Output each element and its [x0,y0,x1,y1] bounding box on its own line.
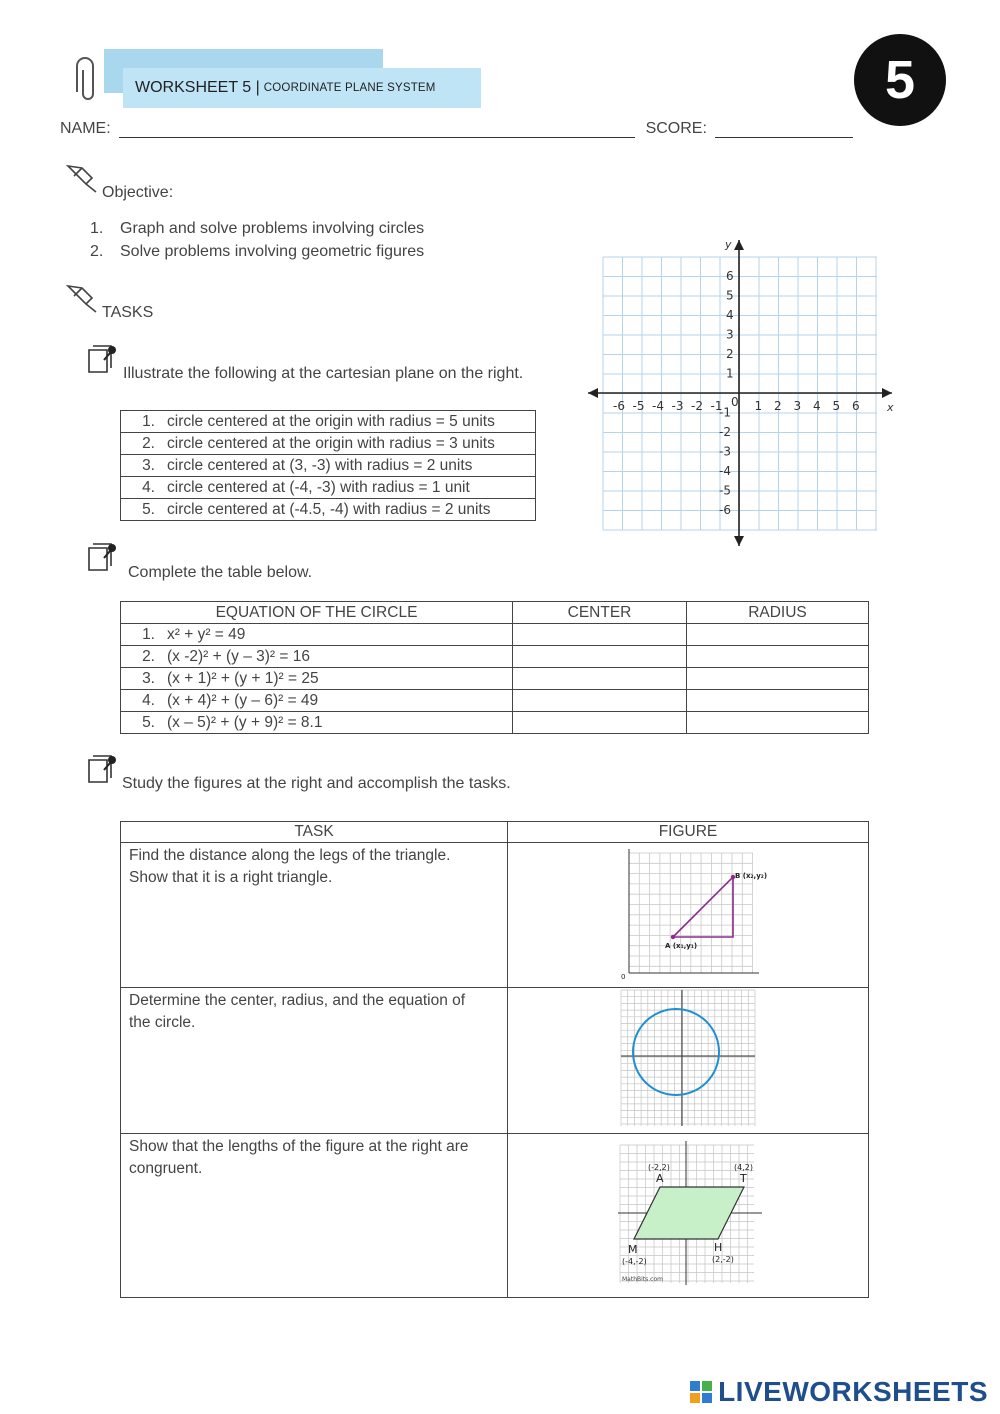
x-tick-label: 5 [832,399,841,413]
y-tick-label: 1 [726,366,734,381]
name-label: NAME: [60,120,111,137]
cartesian-plane[interactable] [584,234,900,552]
x-tick-label: -3 [671,399,684,413]
tasks-heading: TASKS [102,304,154,321]
y-tick-label: -6 [719,503,731,517]
table-row: 1. circle centered at the origin with radius = 5 units [121,411,536,433]
y-axis-label: y [725,238,732,251]
table-row: 4. circle centered at (-4, -3) with radius = 1 unit [121,477,536,499]
header-title-band [123,68,481,108]
table-row: 4. (x + 4)² + (y – 6)² = 49 [121,690,869,712]
task2-instruction: Complete the table below. [128,564,313,581]
vertex-h-coord: (2,-2) [712,1255,734,1264]
table-row: 3. circle centered at (3, -3) with radius = 2 units [121,455,536,477]
radius-answer-cell[interactable] [687,712,869,734]
origin-label: 0 [731,395,739,409]
origin-label: 0 [621,972,626,981]
radius-answer-cell[interactable] [687,624,869,646]
table-row: 2. (x -2)² + (y – 3)² = 16 [121,646,869,668]
task3-instruction: Study the figures at the right and accomplish the tasks. [122,775,511,792]
x-tick-label: -4 [652,399,664,413]
paperclip-icon [74,56,100,104]
column-header: CENTER [513,602,687,624]
objective-heading: Objective: [102,184,174,201]
center-answer-cell[interactable] [513,646,687,668]
right-triangle-figure [613,845,768,981]
radius-answer-cell[interactable] [687,646,869,668]
note-pin-icon [86,540,120,574]
brand-name: LIVEWORKSHEETS [718,1376,988,1407]
score-label: SCORE: [645,120,707,137]
x-tick-label: 2 [774,399,782,413]
table-row: 3. (x + 1)² + (y + 1)² = 25 [121,668,869,690]
y-tick-label: -1 [719,405,731,420]
liveworksheets-logo[interactable] [690,1376,988,1408]
pushpin-icon [64,282,100,314]
table-row: 5. circle centered at (-4.5, -4) with radius = 2 units [121,499,536,521]
table-row: Determine the center, radius, and the equation of the circle. [121,988,869,1134]
note-pin-icon [86,752,120,786]
vertex-a-coord: (-2,2) [648,1163,670,1172]
equation-table [120,601,869,734]
x-tick-label: -6 [613,399,625,413]
x-tick-label: 4 [813,399,821,413]
y-tick-label: 4 [726,308,734,322]
score-field[interactable] [715,121,853,138]
column-header: RADIUS [687,602,869,624]
radius-answer-cell[interactable] [687,668,869,690]
x-tick-label: 6 [852,399,860,413]
circle-figure [617,988,759,1128]
worksheet-subtitle: COORDINATE PLANE SYSTEM [263,82,436,94]
y-tick-label: -5 [719,483,731,498]
radius-answer-cell[interactable] [687,690,869,712]
center-answer-cell[interactable] [513,624,687,646]
y-tick-label: 2 [726,347,734,361]
vertex-m-label: M [628,1243,638,1256]
vertex-t-coord: (4,2) [734,1163,753,1172]
parallelogram-figure [608,1137,768,1289]
objective-item: 1. Graph and solve problems involving circles [90,220,425,237]
vertex-m-coord: (-4,-2) [622,1257,647,1266]
x-tick-label: -2 [691,399,703,413]
liveworksheets-logo-icon [690,1381,712,1403]
worksheet-title: WORKSHEET 5 | [135,79,260,96]
x-tick-label: -1 [710,399,723,413]
x-tick-label: 1 [754,399,763,413]
y-tick-label: 3 [726,327,734,342]
column-header: EQUATION OF THE CIRCLE [121,602,513,624]
note-pin-icon [86,342,120,376]
table-row: 2. circle centered at the origin with radius = 3 units [121,433,536,455]
table-row: Find the distance along the legs of the triangle. Show that it is a right triangle. A (x₁,y₁) B (x₂,y₂) 0 [121,843,869,988]
point-a-label: A (x₁,y₁) [665,941,698,950]
y-tick-label: -4 [719,464,731,478]
table-row: 5. (x – 5)² + (y + 9)² = 8.1 [121,712,869,734]
y-tick-label: 6 [726,269,734,283]
center-answer-cell[interactable] [513,712,687,734]
column-header: FIGURE [508,822,869,843]
pushpin-icon [64,162,100,194]
figure-credit: MathBits.com [622,1276,663,1283]
table-row: Show that the lengths of the figure at the right are congruent. A (-2,2) T (4,2) M (-4,-2) H (2,-2) MathBits.com [121,1134,869,1298]
center-answer-cell[interactable] [513,690,687,712]
name-score-row [60,120,853,138]
vertex-a-label: A [656,1172,664,1185]
name-field[interactable] [119,121,635,138]
table-row: 1. x² + y² = 49 [121,624,869,646]
x-tick-label: -5 [632,399,645,413]
circle-list-table [120,410,536,521]
y-tick-label: -3 [719,444,731,459]
vertex-h-label: H [714,1241,723,1254]
task1-instruction: Illustrate the following at the cartesian plane on the right. [123,365,524,382]
x-tick-label: 3 [793,399,802,413]
worksheet-number-badge: 5 [854,34,946,126]
y-tick-label: 5 [726,288,734,303]
vertex-t-label: T [740,1172,747,1185]
column-header: TASK [121,822,508,843]
objective-item: 2. Solve problems involving geometric figures [90,243,425,260]
center-answer-cell[interactable] [513,668,687,690]
y-tick-label: -2 [719,425,731,439]
x-axis-label: x [887,401,894,414]
point-b-label: B (x₂,y₂) [735,871,768,880]
figure-task-table [120,821,869,1298]
